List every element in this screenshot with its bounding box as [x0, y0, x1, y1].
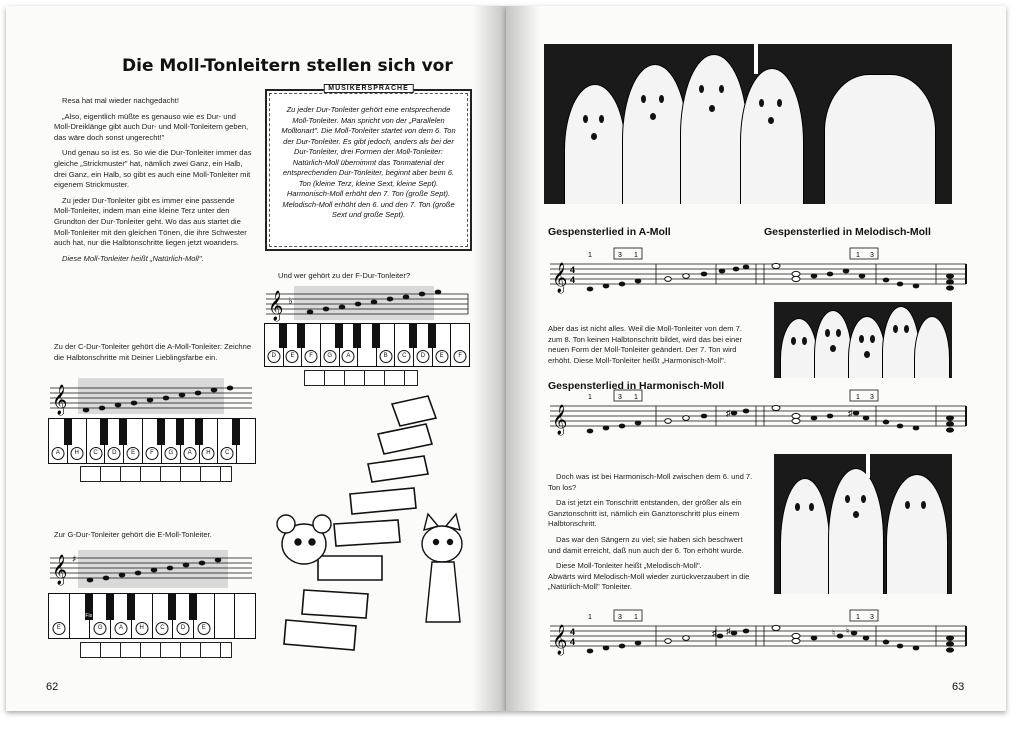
a-moll-keyboard: [48, 418, 256, 464]
svg-text:♯: ♯: [848, 408, 853, 418]
box-text: Zu jeder Dur-Tonleiter gehört eine entsprechende Moll-Tonleiter. Man spricht von der „Parallelen Molltonart". Die Moll-Tonleiter startet von dem 6. Ton der Dur-Tonleiter. Es gibt jedoch, anders als bei der Dur-Tonleiter, drei Formen der Moll-Tonleiter: Natürlich-Moll übernimmt das Tonmaterial der entsprechenden Dur-Tonleiter, beginnt aber beim 6. Ton (kleine Terz, kleine Sext, kleine Sept). Harmonisch-Moll erhöht den 7. Ton (große Sept). Melodisch-Moll erhöht den 6. und den 7. Ton (große Sext und große Sept).: [281, 105, 456, 219]
brick-row: [80, 466, 232, 482]
key-note: D: [108, 447, 121, 460]
key-note: C: [398, 350, 411, 363]
key-note: A: [114, 622, 127, 635]
brick-row: [304, 370, 418, 386]
svg-text:𝄞: 𝄞: [52, 385, 68, 415]
cartoon-brick-tower: [264, 394, 476, 654]
right-page: [506, 6, 1006, 711]
time-sig-bottom: 4: [570, 637, 576, 647]
svg-text:𝄞: 𝄞: [52, 555, 68, 585]
svg-text:♮: ♮: [832, 628, 836, 638]
time-sig-top: 4: [570, 265, 576, 275]
paragraph: Das war den Sängern zu viel; sie haben sich beschwert und damit erreicht, daß nun auch der 6. Ton erhöht wurde.: [548, 534, 744, 555]
page-number: 63: [952, 681, 965, 693]
bracket-label: 1: [588, 252, 592, 259]
a-moll-staff: [46, 376, 256, 418]
musikersprache-box: [265, 85, 472, 251]
key-note: G: [94, 622, 107, 635]
key-note: E: [197, 622, 210, 635]
key-note: A: [183, 447, 196, 460]
key-note: E: [286, 350, 299, 363]
key-note: D: [267, 350, 280, 363]
bracket-label: 1: [634, 252, 638, 259]
melodic-staff-1: [546, 244, 970, 300]
f-dur-staff: [262, 284, 472, 324]
explain-text-1: Aber das ist nicht alles. Weil die Moll-Tonleiter von dem 7. zum 8. Ton keinen Halbtonschritt bildet, wird das bei einer neuen Form der Moll-Tonleiter geändert. Der 7. Ton wird erhöht. Diese Moll-Tonleiter heißt „Harmonisch-Moll".: [548, 324, 743, 365]
bracket-label: 3: [618, 252, 622, 259]
svg-text:♯: ♯: [726, 408, 731, 418]
key-note: F: [305, 350, 318, 363]
time-sig-top: 4: [570, 627, 576, 637]
paragraph: Da ist jetzt ein Tonschritt entstanden, der größer als ein Ganztonschritt ist, nämlich ein Ganztonschritt plus einem Halbtonschritt.: [548, 498, 742, 529]
bracket-label: 3: [870, 614, 874, 621]
ghost-singers-illustration: [774, 302, 952, 378]
paragraph: Diese Moll-Tonleiter heißt „Natürlich-Moll".: [62, 253, 204, 263]
key-note: G: [323, 350, 336, 363]
bracket-label: 1: [856, 394, 860, 401]
svg-text:𝄞: 𝄞: [552, 625, 568, 655]
box-tag: MUSIKERSPRACHE: [323, 84, 414, 93]
bracket-label: 1: [634, 394, 638, 401]
key-note: B: [379, 350, 392, 363]
bracket-label: 1: [588, 394, 592, 401]
key-note: A: [51, 447, 64, 460]
paragraph: Diese Moll-Tonleiter heißt „Melodisch-Moll".: [556, 561, 702, 571]
bracket-label: 1: [856, 614, 860, 621]
bracket-label: 3: [618, 614, 622, 621]
melodic-staff-2: [546, 386, 970, 442]
key-note: D: [416, 350, 429, 363]
bracket-label: 1: [588, 614, 592, 621]
song1-title: Gespensterlied in A-Moll: [548, 226, 671, 238]
key-note: C: [156, 622, 169, 635]
key-note: F: [454, 350, 467, 363]
svg-text:♯: ♯: [712, 628, 717, 638]
svg-text:♯: ♯: [726, 626, 731, 636]
svg-text:♮: ♮: [846, 626, 850, 636]
explain-text-2: [548, 472, 753, 598]
bracket-label: 1: [634, 614, 638, 621]
key-note: D: [177, 622, 190, 635]
ghost-candle-illustration: [774, 454, 952, 594]
paragraph: Und genau so ist es. So wie die Dur-Tonleiter immer das gleiche „Strickmuster" hat, nämlich zwei Ganz, ein Halb, drei Ganz, ein Halb, so gibt es auch eine Moll-Tonleiter mit eigenem Strickmuster.: [54, 148, 252, 190]
key-note: E: [435, 350, 448, 363]
key-note: H: [135, 622, 148, 635]
page-number: 62: [46, 681, 59, 693]
g-dur-text: Zur G-Dur-Tonleiter gehört die E-Moll-Tonleiter.: [54, 530, 212, 539]
key-note: H: [202, 447, 215, 460]
svg-text:𝄞: 𝄞: [552, 263, 568, 293]
paragraph: Resa hat mal wieder nachgedacht!: [62, 96, 179, 105]
f-dur-keyboard: [264, 323, 470, 367]
c-dur-text: Zu der C-Dur-Tonleiter gehört die A-Moll-Tonleiter: Zeichne die Halbtonschritte mit Deiner Lieblingsfarbe ein.: [54, 342, 252, 362]
key-note: C: [221, 447, 234, 460]
bracket-label: 3: [870, 394, 874, 401]
ghost-choir-illustration: [544, 44, 952, 204]
paragraph: Zu jeder Dur-Tonleiter gibt es immer eine passende Moll-Tonleiter, indem man eine kleine Terz unter den Grundton der Dur-Tonleiter geht. Wo das aus startet die Moll-Tonleiter mit den gleichen Tönen, die ihre Schwester auch hat, nur die Halbtonschritte liegen jetzt woanders.: [54, 195, 247, 248]
key-note: E: [52, 622, 65, 635]
page-title: Die Moll-Tonleitern stellen sich vor: [122, 56, 453, 76]
paragraph: „Also, eigentlich müßte es genauso wie es Dur- und Moll-Dreiklänge gibt auch Dur- und Moll-Tonleitern geben, das wäre doch sonst ungerecht!": [54, 111, 249, 142]
svg-text:𝄞: 𝄞: [268, 291, 284, 321]
svg-text:♯: ♯: [72, 555, 77, 565]
fis-label: Fis: [85, 612, 93, 619]
key-note: H: [70, 447, 83, 460]
e-moll-keyboard: [48, 593, 256, 639]
time-sig-bottom: 4: [570, 275, 576, 285]
book-spread: [6, 6, 1006, 714]
song3-title: Gespensterlied in Harmonisch-Moll: [548, 380, 725, 392]
paragraph: Abwärts wird Melodisch-Moll wieder zurückverzaubert in die „Natürlich-Moll" Tonleiter.: [548, 571, 750, 592]
brick-row: [80, 642, 232, 658]
key-note: E: [127, 447, 140, 460]
bracket-label: 3: [618, 394, 622, 401]
intro-text: [54, 96, 252, 269]
melodic-staff-3: [546, 606, 970, 662]
svg-text:𝄞: 𝄞: [552, 405, 568, 435]
song2-title: Gespensterlied in Melodisch-Moll: [764, 226, 931, 238]
gutter-shadow: [472, 6, 506, 711]
key-note: C: [89, 447, 102, 460]
key-note: F: [145, 447, 158, 460]
key-note: A: [342, 350, 355, 363]
paragraph: Doch was ist bei Harmonisch-Moll zwischen dem 6. und 7. Ton los?: [548, 472, 753, 492]
left-page: [6, 6, 506, 711]
bracket-label: 1: [856, 252, 860, 259]
svg-text:♭: ♭: [288, 296, 293, 307]
f-dur-label: Und wer gehört zu der F-Dur-Tonleiter?: [278, 271, 411, 280]
e-moll-staff: [46, 546, 256, 592]
bracket-label: 3: [870, 252, 874, 259]
gutter-shadow: [506, 6, 540, 711]
key-note: G: [164, 447, 177, 460]
